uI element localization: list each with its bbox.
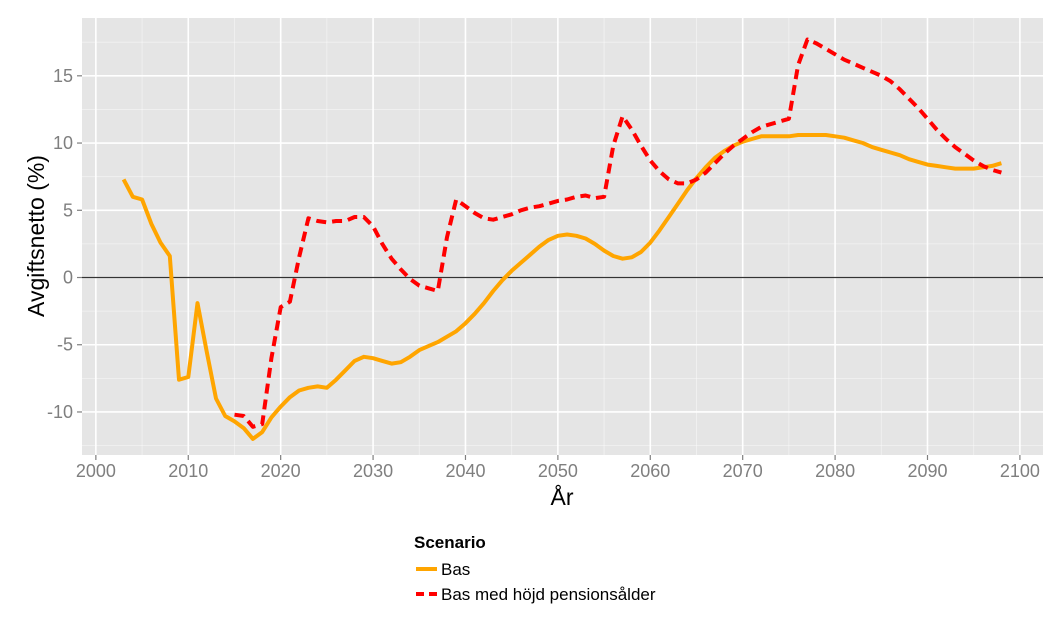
x-tick-label: 2000 <box>75 461 116 481</box>
x-axis-title: År <box>550 484 574 510</box>
y-tick-label: 10 <box>52 133 73 154</box>
x-tick-label: 2090 <box>907 461 948 481</box>
x-tick-label: 2100 <box>999 461 1040 481</box>
legend <box>414 533 656 604</box>
x-tick-label: 2050 <box>537 461 578 481</box>
x-tick-label: 2040 <box>445 461 486 481</box>
legend-label-hojd: Bas med höjd pensionsålder <box>441 585 656 604</box>
y-tick-label: 15 <box>52 65 73 86</box>
y-tick-label: 0 <box>62 267 73 288</box>
x-axis-ticks <box>76 455 1040 481</box>
legend-label-bas: Bas <box>441 560 471 579</box>
x-tick-label: 2020 <box>260 461 301 481</box>
y-tick-label: -5 <box>56 334 73 355</box>
y-tick-label: -10 <box>46 401 73 422</box>
y-axis-title: Avgiftsnetto (%) <box>23 155 49 317</box>
legend-title: Scenario <box>414 533 486 552</box>
y-tick-label: 5 <box>62 200 73 221</box>
x-tick-label: 2080 <box>815 461 856 481</box>
x-tick-label: 2030 <box>353 461 394 481</box>
x-tick-label: 2010 <box>168 461 209 481</box>
x-tick-label: 2070 <box>722 461 763 481</box>
y-axis-ticks <box>47 66 82 422</box>
x-tick-label: 2060 <box>630 461 671 481</box>
